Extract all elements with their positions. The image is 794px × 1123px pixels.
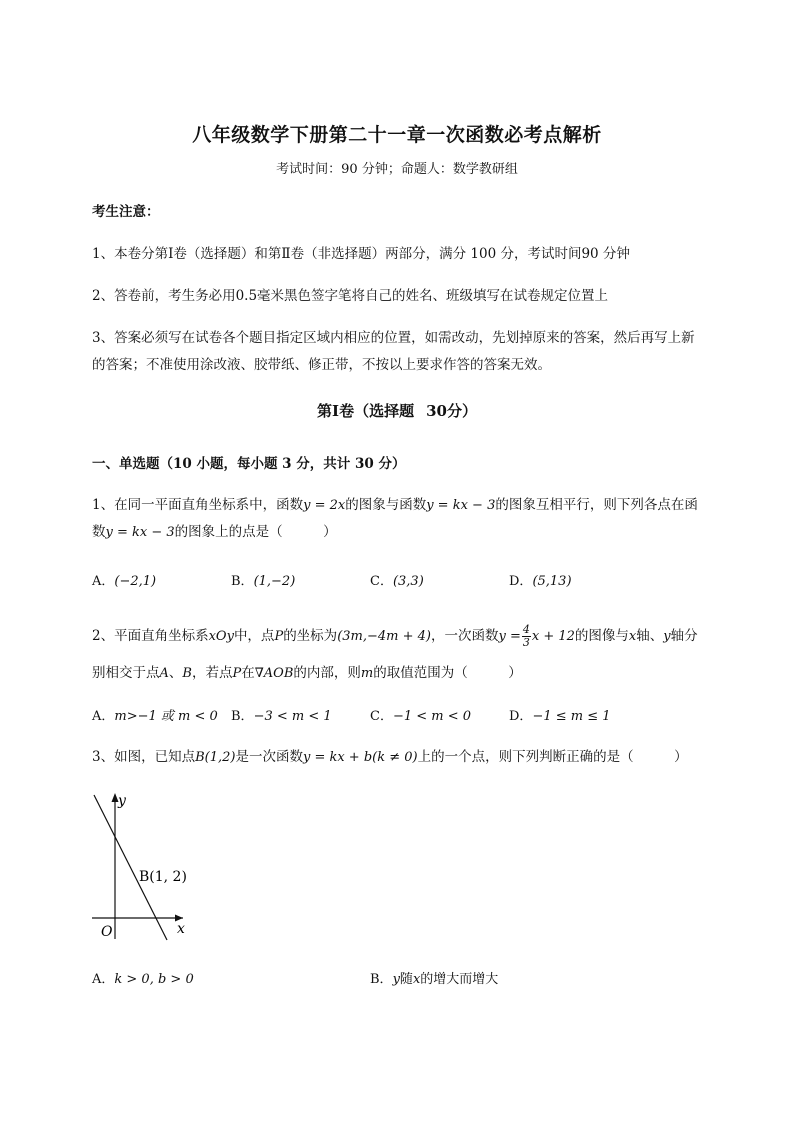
q3-math-2: y = kx + b(k ≠ 0) (302, 750, 418, 765)
q1-text-5: 的图象上的点是（ ） (174, 524, 337, 540)
q2-text-9: 、 (168, 665, 183, 681)
q1-math-2: y = kx − 3 (426, 498, 496, 513)
q1-text-3: 的图象互相平行，则下列各点在函 (495, 497, 698, 513)
q1-option-c[interactable] (370, 570, 424, 589)
q2-math-9: B (182, 666, 192, 681)
q2-line-1 (92, 624, 698, 649)
q2-math-12: m (360, 666, 374, 681)
q2-text-5: 的图像与 (574, 628, 629, 644)
q2-option-b-value: −3 < m < 1 (253, 709, 332, 724)
q3-option-a-value: k > 0, b > 0 (114, 972, 194, 987)
notice-heading: 考生注意： (92, 204, 160, 220)
section-score: 30分） (426, 402, 477, 420)
q1-option-a-letter: A． (92, 574, 115, 589)
exam-title: 八年级数学下册第二十一章一次函数必考点解析 (192, 124, 602, 146)
q2-math-11: ∇AOB (254, 666, 294, 681)
q1-line-1 (92, 493, 698, 513)
q2-option-c-value: −1 < m < 0 (392, 709, 472, 724)
q2-option-b[interactable] (231, 705, 332, 724)
q1-math-3: y = kx − 3 (105, 525, 175, 540)
q1-option-a[interactable] (92, 570, 156, 589)
q2-text-3: 的坐标为 (283, 628, 338, 644)
y-axis-label: y (118, 793, 126, 809)
part-heading: 一、单选题（10 小题，每小题 3 分，共计 30 分） (92, 456, 406, 472)
q2-math-10: P (232, 666, 242, 681)
q2-option-a-value: m>−1 或 m < 0 (114, 709, 218, 724)
q2-math-5: x + 12 (531, 629, 575, 644)
q3-text-2: 是一次函数 (235, 749, 303, 765)
q2-math-6: x (628, 629, 637, 644)
q2-option-c[interactable] (370, 705, 471, 724)
q2-text-8: 别相交于点 (92, 665, 160, 681)
q2-math-8: A (159, 666, 169, 681)
q1-line-2 (92, 520, 337, 540)
q2-text-13: 的取值范围为（ ） (373, 665, 522, 681)
notice-item-1: 1、本卷分第Ⅰ卷（选择题）和第Ⅱ卷（非选择题）两部分，满分 100 分，考试时间90 分钟 (92, 246, 630, 262)
q2-text-7: 轴分 (670, 628, 698, 644)
q3-option-a-letter: A． (92, 972, 115, 987)
q2-math-1: xOy (208, 629, 234, 644)
q3-text-1: 3、如图，已知点 (92, 749, 196, 765)
exam-subtitle: 考试时间：90 分钟；命题人：数学教研组 (276, 162, 518, 177)
q1-option-b-value: (1,−2) (253, 574, 296, 589)
q1-option-c-letter: C． (370, 574, 393, 589)
q1-option-d-value: (5,13) (532, 574, 572, 589)
q3-graph-figure (85, 785, 205, 945)
q1-option-b[interactable] (231, 570, 295, 589)
q2-fraction-denominator: 3 (522, 636, 530, 649)
q2-line-2 (92, 661, 522, 681)
q2-math-3: (3m,−4m + 4) (337, 629, 431, 644)
q1-text-4: 数 (92, 524, 106, 540)
q3-option-b-math-y: y (392, 972, 400, 987)
q2-text-11: 在 (241, 665, 255, 681)
notice-item-3: 3、答案必须写在试卷各个题目指定区域内相应的位置，如需改动，先划掉原来的答案，然后再写上新 (92, 330, 695, 346)
q1-option-c-value: (3,3) (392, 574, 424, 589)
q2-option-d-value: −1 ≤ m ≤ 1 (532, 709, 611, 724)
q2-option-b-letter: B． (231, 709, 254, 724)
origin-label: O (101, 924, 113, 940)
q2-option-a-letter: A． (92, 709, 115, 724)
notice-item-3-cont: 的答案；不准使用涂改液、胶带纸、修正带，不按以上要求作答的答案无效。 (92, 357, 551, 373)
point-b-label: B(1, 2) (139, 869, 187, 885)
q2-fraction (522, 624, 531, 649)
q3-option-a[interactable] (92, 968, 194, 987)
q2-math-4: y = (498, 629, 521, 644)
q1-text-2: 的图象与函数 (345, 497, 427, 513)
x-axis-label: x (177, 921, 185, 937)
q3-option-b-text-1: 随 (399, 972, 413, 987)
q3-option-b-text-2: 的增大而增大 (420, 972, 499, 987)
q3-text-3: 上的一个点，则下列判断正确的是（ ） (417, 749, 688, 765)
q2-text-4: ，一次函数 (430, 628, 499, 644)
q2-text-2: 中，点 (233, 628, 275, 644)
q2-fraction-numerator: 4 (522, 623, 530, 636)
q3-math-1: B(1,2) (195, 750, 236, 765)
q1-math-1: y = 2x (303, 498, 346, 513)
q2-option-a[interactable] (92, 705, 218, 724)
q3-option-b-math-x: x (412, 972, 421, 987)
q1-option-b-letter: B． (231, 574, 254, 589)
q3-option-b-letter: B． (370, 972, 393, 987)
section-title-text: 第Ⅰ卷（选择题 (317, 402, 415, 420)
q2-math-2: P (274, 629, 284, 644)
q1-option-d-letter: D． (509, 574, 533, 589)
q2-option-d[interactable] (509, 705, 611, 724)
q3-option-b[interactable] (370, 968, 498, 987)
notice-item-2: 2、答卷前，考生务必用0.5毫米黑色签字笔将自己的姓名、班级填写在试卷规定位置上 (92, 288, 609, 304)
q2-text-6: 轴、 (636, 628, 664, 644)
q2-text-10: ，若点 (191, 665, 233, 681)
q1-text-1: 1、在同一平面直角坐标系中，函数 (92, 497, 304, 513)
q2-option-c-letter: C． (370, 709, 393, 724)
q3-line-1 (92, 745, 688, 765)
section-title (0, 400, 794, 421)
q1-option-a-value: (−2,1) (114, 574, 157, 589)
q2-math-7: y (663, 629, 671, 644)
q1-option-d[interactable] (509, 570, 572, 589)
q2-option-d-letter: D． (509, 709, 533, 724)
q2-text-1: 2、平面直角坐标系 (92, 628, 209, 644)
q2-text-12: 的内部，则 (293, 665, 361, 681)
